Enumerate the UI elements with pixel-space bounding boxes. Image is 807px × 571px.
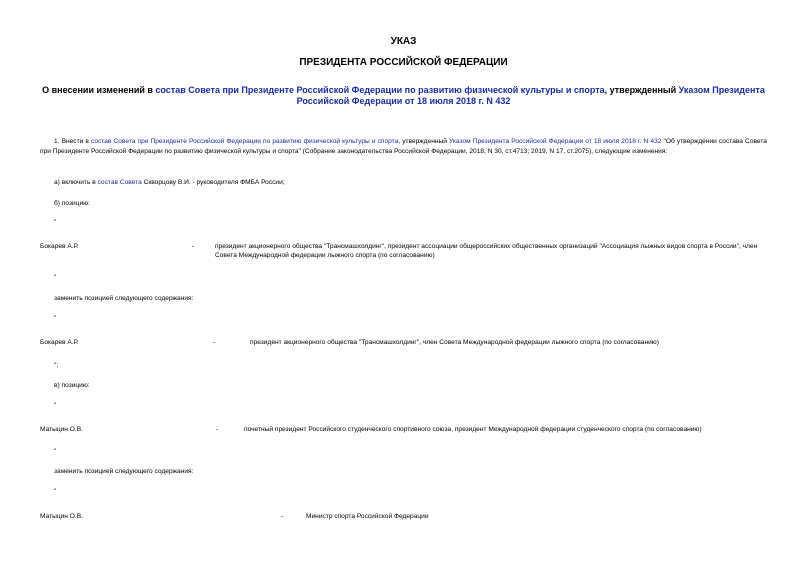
document-subtitle: ПРЕЗИДЕНТА РОССИЙСКОЙ ФЕДЕРАЦИИ	[299, 57, 508, 68]
item-c-replace-label: заменить позицией следующего содержания:	[54, 468, 194, 475]
item-b-replace-label: заменить позицией следующего содержания:	[54, 295, 194, 302]
para1-link-council-composition[interactable]: состав Совета при Президенте Российской Федерации по развитию физической культуры и спорта	[90, 138, 399, 145]
item-b-new-text: президент акционерного общества "Трансмашхолдинг", член Совета Международной федерации лыжного спорта (по согласованию)	[250, 339, 659, 346]
item-a	[54, 178, 285, 187]
item-c-new-open-quote: "	[54, 488, 57, 495]
item-b-new-dash: -	[213, 339, 216, 346]
document-subject	[40, 85, 767, 107]
para1-part3: "Об утверждении состава Совета при Президенте Российской Федерации по развитию физической культуры и спорта" (Собрание законодательства Российской Федерации, 2018, N 30, ст.4713; 2019, N 17, ст.2075), следующие изменения:	[40, 138, 767, 155]
subject-prefix: О внесении изменений в	[42, 85, 156, 95]
item-a-prefix: а) включить в	[54, 179, 98, 186]
item-b-old-name: Бокарев А.Р.	[40, 243, 79, 250]
item-b-new-open-quote: "	[54, 315, 57, 322]
item-c-label: в) позицию:	[54, 382, 90, 389]
paragraph-1	[40, 137, 767, 157]
item-b-old-dash: -	[192, 243, 195, 250]
item-b-open-quote: "	[54, 219, 57, 226]
subject-link-council-composition[interactable]: состав Совета при Президенте Российской Федерации по развитию физической культуры и спорта	[155, 85, 605, 95]
item-c-old-dash: -	[216, 426, 219, 433]
item-b-old-text: президент акционерного общества "Трансмашхолдинг", президент ассоциации общероссийских общественных организаций "Ассоциация лыжных видов спорта в России", член Совета Международной федерации лыжного спорта (по согласованию)	[215, 243, 758, 259]
item-c-new-dash: -	[281, 513, 284, 520]
para1-link-decree[interactable]: Указом Президента Российской Федерации от 18 июля 2018 г. N 432	[449, 138, 662, 145]
para1-part1: 1. Внести в	[54, 138, 91, 145]
item-c-new-text: Министр спорта Российской Федерации	[306, 513, 429, 520]
para1-part2: , утвержденный	[398, 138, 449, 145]
subject-link-decree[interactable]: Указом Президента Российской Федерации от 18 июля 2018 г. N 432	[296, 85, 765, 106]
item-b-close-quote: "	[54, 274, 57, 281]
item-c-old-text: почетный президент Российского студенческого спортивного союза, президент Международной федерации студенческого спорта (по согласованию)	[244, 426, 702, 433]
item-b-label: б) позицию:	[54, 200, 90, 207]
item-c-old-name: Матыцин О.В.	[40, 426, 83, 433]
subject-middle: , утвержденный	[604, 85, 679, 95]
item-c-open-quote: "	[54, 402, 57, 409]
document-title: УКАЗ	[390, 36, 417, 47]
item-b-new-name: Бокарев А.Р.	[40, 339, 79, 346]
item-c-new-name: Матыцин О.В.	[40, 513, 83, 520]
item-a-link-council[interactable]: состав Совета	[97, 179, 142, 186]
item-b-new-close-quote: ";	[54, 362, 59, 369]
item-a-suffix: Скворцову В.И. - руководителя ФМБА России;	[141, 179, 285, 186]
item-c-close-quote: "	[54, 448, 57, 455]
